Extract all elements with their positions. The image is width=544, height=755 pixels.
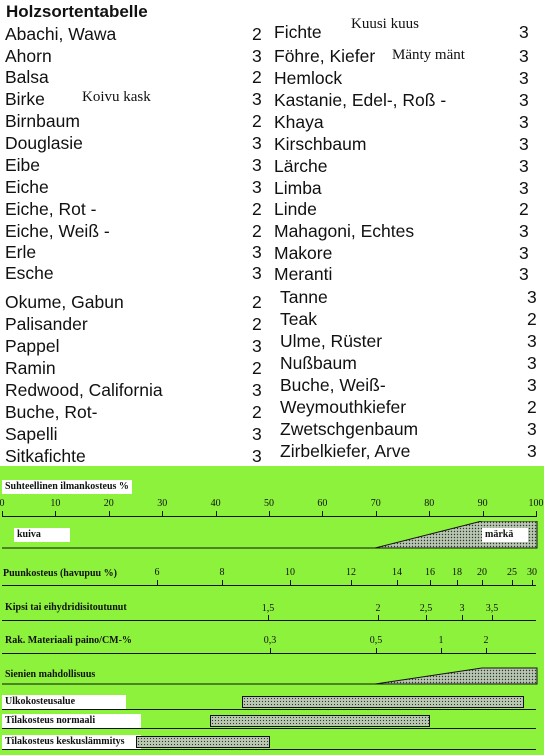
wood-class: 2 <box>252 358 262 378</box>
wood-class: 2 <box>252 314 262 334</box>
wood-name: Ramin <box>5 358 56 378</box>
wood-name: Eiche, Rot - <box>5 199 97 219</box>
wood-moisture-tick-label: 18 <box>452 567 462 578</box>
plaster-tick-label: 1,5 <box>261 603 275 614</box>
wood-class: 3 <box>527 331 537 351</box>
wood-class: 3 <box>252 336 262 356</box>
wood-class: 3 <box>527 287 537 307</box>
wood-class: 2 <box>252 111 262 131</box>
note-manty: Mänty mänt <box>392 47 465 63</box>
wood-class: 3 <box>519 221 529 241</box>
wood-class: 3 <box>252 155 262 175</box>
wood-name: Okume, Gabun <box>5 292 124 312</box>
indoor-normal-label: Tilakosteus normaali <box>2 714 141 728</box>
wood-class: 3 <box>252 133 262 153</box>
humidity-tick <box>376 511 377 517</box>
wood-class: 3 <box>519 178 529 198</box>
wood-name: Birnbaum <box>5 111 80 131</box>
fungus-label: Sienien mahdollisuus <box>5 669 96 680</box>
indoor-normal-bar <box>210 715 430 727</box>
wood-moisture-tick <box>157 580 158 586</box>
plaster-tick-label: 2,5 <box>419 603 433 614</box>
top-edge <box>258 0 264 8</box>
wood-name: Douglasie <box>5 133 83 153</box>
humidity-tick-label: 60 <box>317 498 328 509</box>
wood-name: Linde <box>274 199 317 219</box>
plaster-axis <box>2 620 536 621</box>
wood-name: Eiche <box>5 177 49 197</box>
wood-class: 3 <box>252 263 262 283</box>
humidity-tick <box>2 511 3 517</box>
wood-moisture-tick-label: 20 <box>477 567 487 578</box>
humidity-wedge <box>0 521 544 549</box>
wood-moisture-tick <box>222 580 223 586</box>
outdoor-baseline <box>2 709 536 710</box>
wood-class: 3 <box>252 380 262 400</box>
humidity-tick <box>429 511 430 517</box>
wood-name: Redwood, California <box>5 380 163 400</box>
wood-moisture-tick-label: 6 <box>154 567 160 578</box>
wood-name: Sapelli <box>5 424 58 444</box>
wood-class: 3 <box>252 89 262 109</box>
wood-name: Ulme, Rüster <box>280 331 383 351</box>
wet-label: märkä <box>482 528 528 542</box>
wood-moisture-tick <box>457 580 458 586</box>
humidity-tick-label: 100 <box>528 498 544 509</box>
plaster-tick <box>378 615 379 621</box>
material-tick-label: 1 <box>438 635 444 646</box>
wood-name: Limba <box>274 178 322 198</box>
plaster-label: Kipsi tai eihydridisitoutunut <box>5 602 127 613</box>
wood-class: 3 <box>252 177 262 197</box>
wood-class: 2 <box>519 199 529 219</box>
wood-class: 3 <box>527 441 537 461</box>
humidity-tick <box>322 511 323 517</box>
note-kuusi: Kuusi kuus <box>351 16 419 32</box>
wood-moisture-tick-label: 25 <box>507 567 517 578</box>
material-tick-label: 0,5 <box>369 635 383 646</box>
wood-name: Sitkafichte <box>5 446 86 466</box>
material-tick-label: 2 <box>483 635 489 646</box>
wood-class: 3 <box>519 112 529 132</box>
material-tick <box>376 648 377 654</box>
wood-class: 3 <box>252 446 262 466</box>
wood-name: Zwetschgenbaum <box>280 419 419 439</box>
wood-moisture-tick-label: 10 <box>285 567 295 578</box>
indoor-heating-baseline <box>2 749 536 750</box>
wood-moisture-tick-label: 12 <box>346 567 356 578</box>
fungus-wedge <box>0 666 544 686</box>
wood-class: 3 <box>519 264 529 284</box>
wood-class: 2 <box>527 397 537 417</box>
wood-class: 3 <box>519 90 529 110</box>
wood-moisture-label: Puunkosteus (havupuu %) <box>3 568 117 579</box>
wood-moisture-axis <box>2 585 536 586</box>
indoor-heating-bar <box>136 736 270 748</box>
indoor-heating-label: Tilakosteus keskuslämmitys <box>2 735 141 749</box>
wood-name: Khaya <box>274 112 324 132</box>
wood-name: Pappel <box>5 336 60 356</box>
wood-name: Makore <box>274 243 333 263</box>
material-axis <box>2 653 536 654</box>
wood-moisture-tick <box>512 580 513 586</box>
plaster-tick <box>492 615 493 621</box>
wood-class: 3 <box>527 375 537 395</box>
humidity-tick-label: 40 <box>210 498 221 509</box>
wood-class: 2 <box>527 309 537 329</box>
humidity-tick-label: 70 <box>370 498 381 509</box>
wood-name: Eibe <box>5 155 41 175</box>
wood-name: Hemlock <box>274 68 343 88</box>
plaster-tick <box>462 615 463 621</box>
wood-class: 2 <box>252 292 262 312</box>
wood-moisture-tick-label: 16 <box>425 567 435 578</box>
wood-class: 3 <box>519 68 529 88</box>
note-koivu: Koivu kask <box>82 89 151 105</box>
wood-class: 2 <box>252 24 262 44</box>
wood-class: 2 <box>252 402 262 422</box>
wood-name: Palisander <box>5 314 88 334</box>
humidity-tick-label: 10 <box>50 498 61 509</box>
wood-name: Esche <box>5 263 54 283</box>
wood-name: Zirbelkiefer, Arve <box>280 441 411 461</box>
material-tick-label: 0,3 <box>263 635 277 646</box>
wood-moisture-tick <box>290 580 291 586</box>
dry-label: kuiva <box>14 528 70 542</box>
wood-moisture-tick <box>397 580 398 586</box>
humidity-tick <box>216 511 217 517</box>
wood-name: Abachi, Wawa <box>5 24 117 44</box>
wood-moisture-tick <box>532 580 533 586</box>
material-tick <box>441 648 442 654</box>
wood-moisture-tick-label: 30 <box>527 567 537 578</box>
wood-name: Buche, Rot- <box>5 402 98 422</box>
humidity-tick <box>483 511 484 517</box>
humidity-tick-label: 80 <box>424 498 435 509</box>
humidity-tick-label: 50 <box>264 498 274 509</box>
wood-name: Eiche, Weiß - <box>5 221 110 241</box>
plaster-tick-label: 2 <box>375 603 381 614</box>
humidity-tick-label: 90 <box>477 498 488 509</box>
humidity-tick <box>536 511 537 517</box>
wood-name: Mahagoni, Echtes <box>274 221 415 241</box>
wood-class: 2 <box>252 199 262 219</box>
humidity-tick-label: 20 <box>103 498 114 509</box>
wood-class: 3 <box>519 134 529 154</box>
wood-class: 2 <box>252 221 262 241</box>
outdoor-label: Ulkokosteusalue <box>2 695 126 709</box>
indoor-normal-baseline <box>2 728 536 729</box>
plaster-tick <box>268 615 269 621</box>
wood-class: 3 <box>527 353 537 373</box>
wood-moisture-tick <box>482 580 483 586</box>
moisture-chart <box>0 466 544 755</box>
wood-moisture-tick <box>430 580 431 586</box>
wood-name: Tanne <box>280 287 328 307</box>
wood-moisture-tick-label: 14 <box>392 567 402 578</box>
material-tick <box>486 648 487 654</box>
wood-name: Fichte <box>274 22 322 42</box>
humidity-tick <box>109 511 110 517</box>
wood-name: Föhre, Kiefer <box>274 46 376 66</box>
wood-moisture-tick-label: 8 <box>219 567 225 578</box>
material-tick <box>270 648 271 654</box>
outdoor-bar <box>242 696 524 708</box>
wood-moisture-tick <box>351 580 352 586</box>
table-title: Holzsortentabelle <box>6 2 148 21</box>
wood-class: 3 <box>252 46 262 66</box>
humidity-tick <box>162 511 163 517</box>
wood-name: Nußbaum <box>280 353 357 373</box>
wood-class: 3 <box>519 46 529 66</box>
humidity-tick-label: 0 <box>0 498 5 509</box>
plaster-tick-label: 3 <box>459 603 465 614</box>
wood-class: 3 <box>252 242 262 262</box>
wood-name: Kirschbaum <box>274 134 367 154</box>
wood-name: Erle <box>5 242 37 262</box>
wood-name: Balsa <box>5 67 49 87</box>
wood-class: 3 <box>252 424 262 444</box>
wood-class: 3 <box>519 243 529 263</box>
wood-name: Meranti <box>274 264 333 284</box>
wood-name: Weymouthkiefer <box>280 397 407 417</box>
material-label: Rak. Materiaali paino/CM-% <box>5 635 132 646</box>
wood-name: Buche, Weiß- <box>280 375 386 395</box>
plaster-tick <box>426 615 427 621</box>
wood-name: Kastanie, Edel-, Roß - <box>274 90 447 110</box>
wood-name: Teak <box>280 309 317 329</box>
humidity-tick <box>269 511 270 517</box>
wood-name: Ahorn <box>5 46 52 66</box>
wood-name: Birke <box>5 89 45 109</box>
wood-class: 3 <box>527 419 537 439</box>
plaster-tick-label: 3,5 <box>485 603 499 614</box>
wood-class: 2 <box>252 67 262 87</box>
humidity-tick-label: 30 <box>157 498 168 509</box>
wood-name: Lärche <box>274 156 328 176</box>
wood-class: 3 <box>519 156 529 176</box>
humidity-tick <box>55 511 56 517</box>
humidity-title: Suhteellinen ilmankosteus % <box>2 480 132 494</box>
wood-class: 3 <box>519 22 529 42</box>
